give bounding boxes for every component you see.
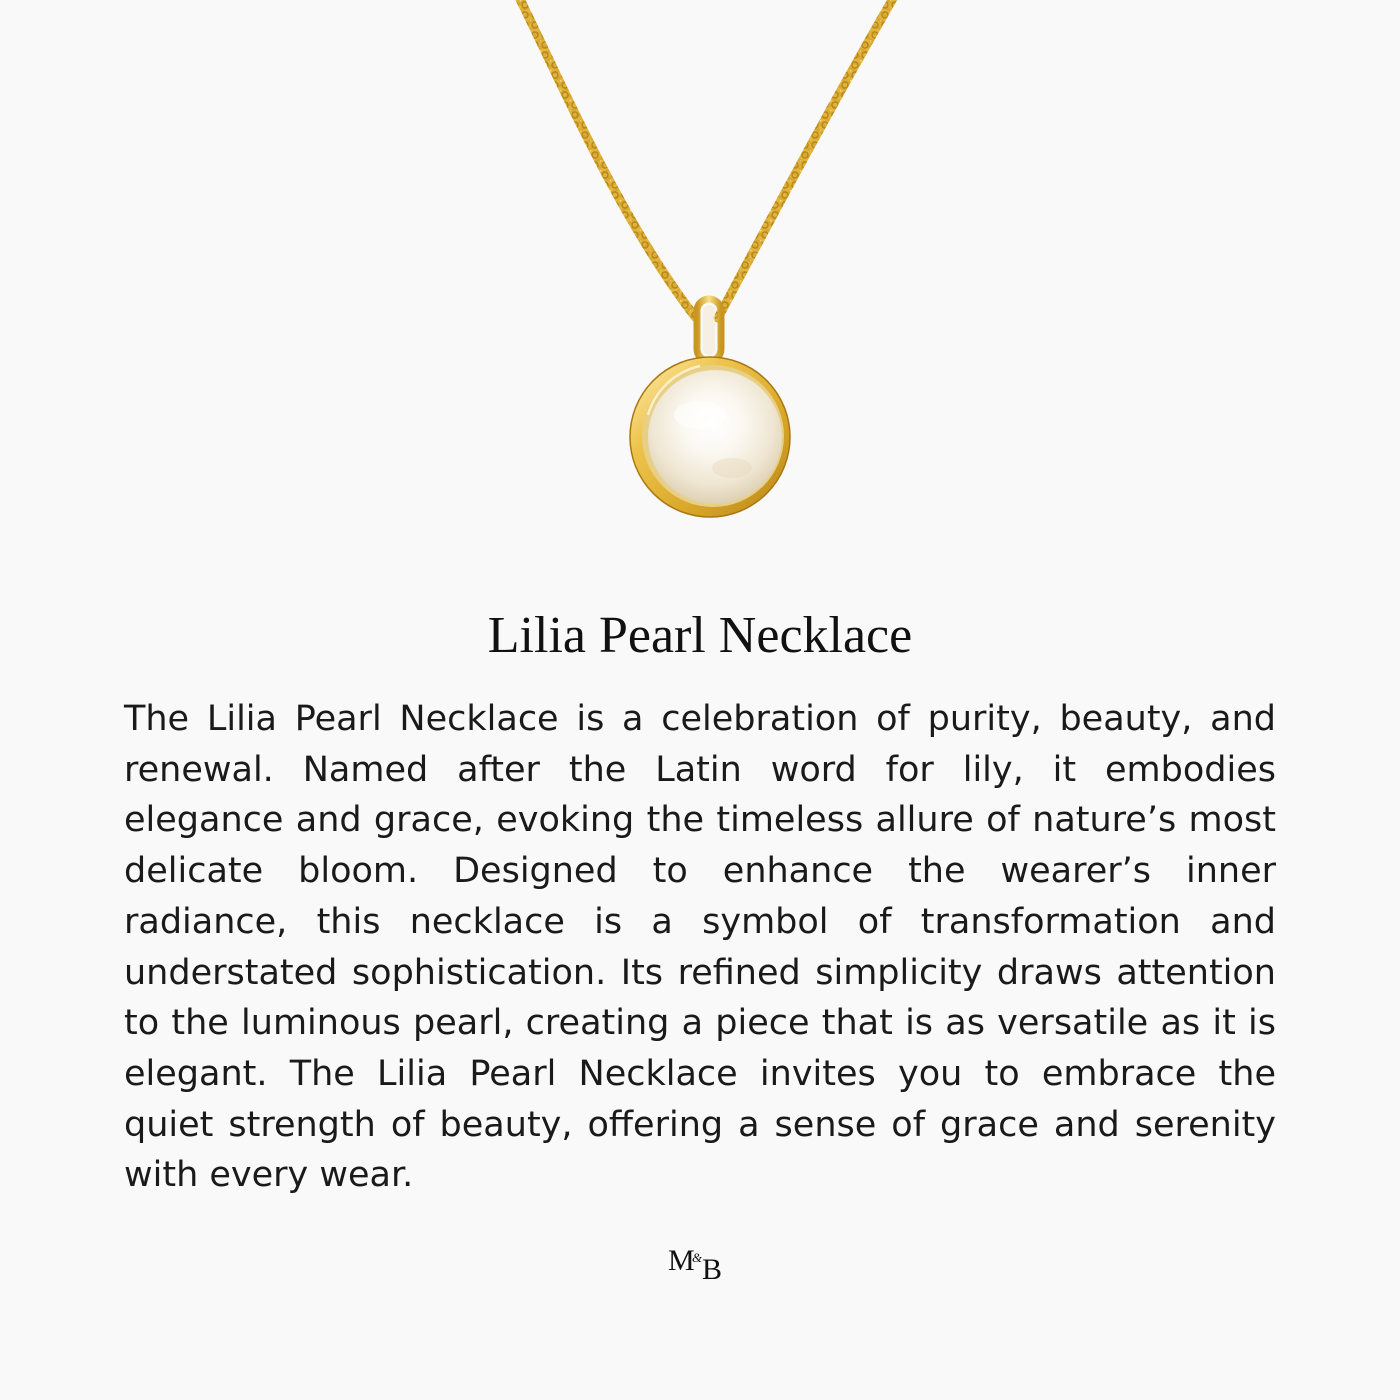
svg-text:M: M — [668, 1244, 695, 1277]
svg-text:&: & — [692, 1250, 703, 1265]
pearl-pendant-necklace-image — [0, 0, 1400, 560]
pendant-bail — [697, 299, 721, 361]
left-chain — [518, 0, 696, 318]
product-title: Lilia Pearl Necklace — [487, 607, 913, 664]
right-chain — [718, 0, 895, 318]
product-description: The Lilia Pearl Necklace is a celebration of purity, beauty, and renewal. Named after the Latin word for lily, it embodies elegance and grace, evoking the timeless allure of nature’s most delicate bloom. Designed to enhance the wearer’s inner radiance, this necklace is a symbol of transformation and understated sophistication. Its refined simplicity draws attention to the luminous pearl, creating a piece that is as versatile as it is elegant. The Lilia Pearl Necklace invites you to embrace the quiet strength of beauty, offering a sense of grace and serenity with every wear. — [124, 699, 1276, 1196]
pearl-pendant — [630, 357, 790, 517]
mb-monogram-logo — [650, 1236, 750, 1286]
svg-text:B: B — [702, 1253, 723, 1286]
